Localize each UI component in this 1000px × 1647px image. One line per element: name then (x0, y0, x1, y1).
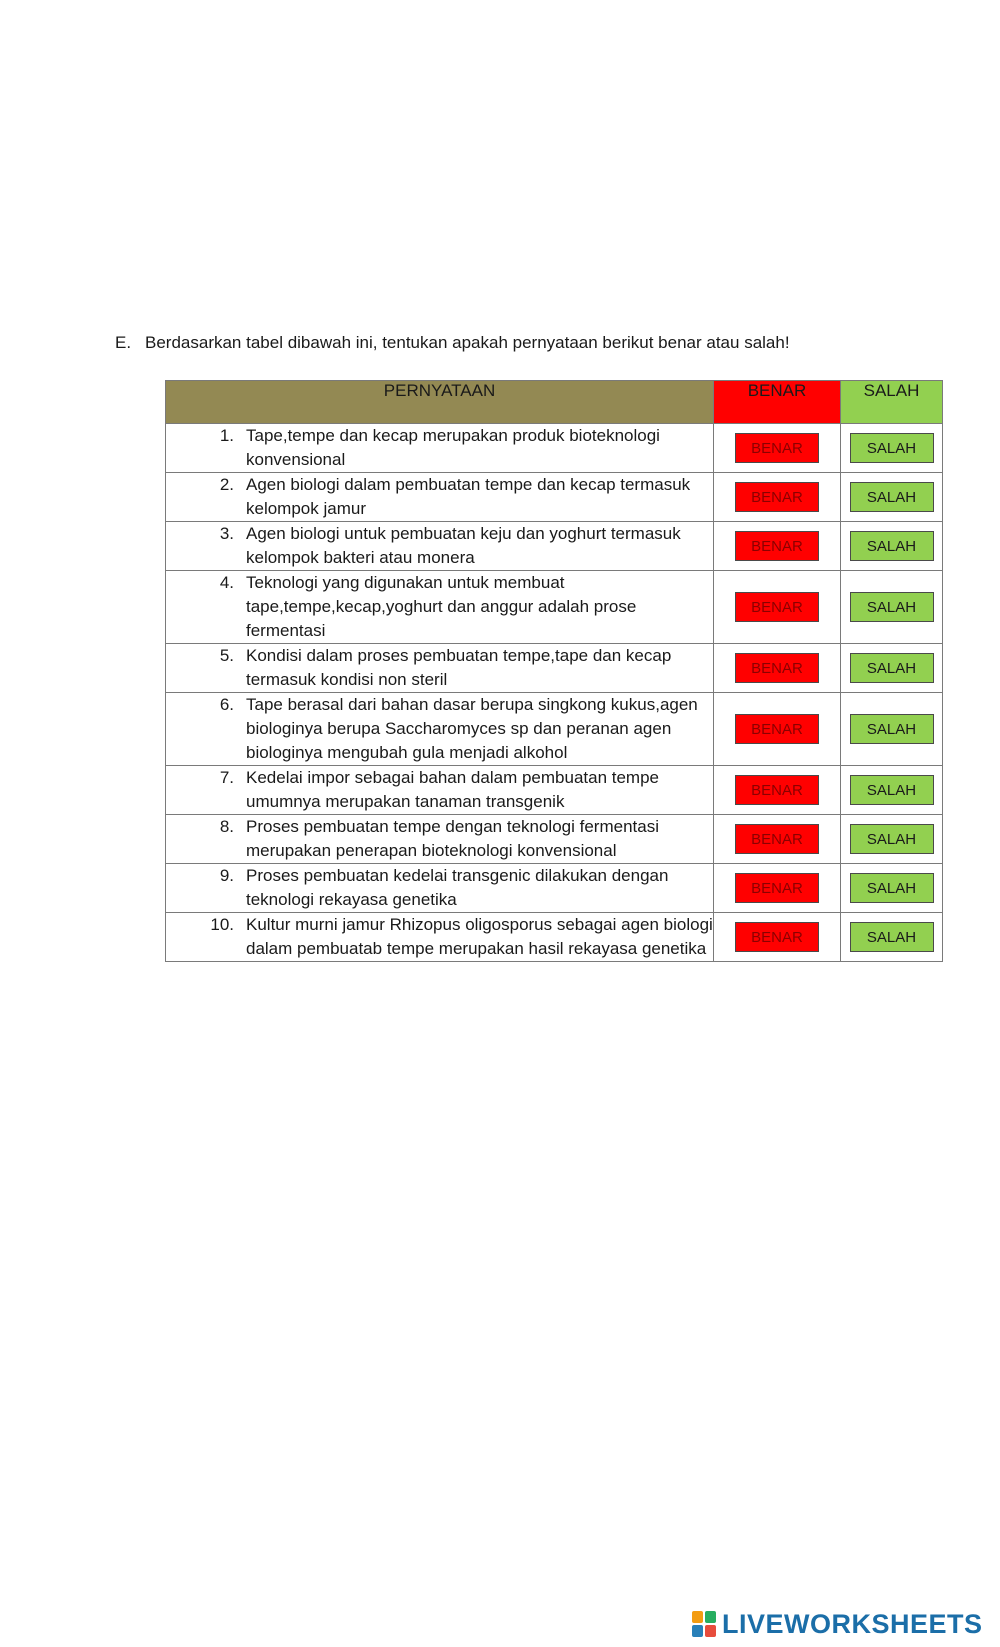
benar-cell (714, 522, 841, 571)
liveworksheets-logo (692, 1608, 983, 1640)
statement-text: Teknologi yang digunakan untuk membuat tape,tempe,kecap,yoghurt dan anggur adalah prose fermentasi (246, 573, 637, 640)
statement-number: 9. (219, 866, 234, 885)
table-row (166, 424, 943, 473)
salah-button[interactable]: SALAH (850, 482, 934, 512)
quiz-body (166, 424, 943, 962)
table-header-row (166, 381, 943, 424)
benar-button[interactable]: BENAR (735, 922, 819, 952)
benar-button[interactable]: BENAR (735, 653, 819, 683)
salah-button[interactable]: SALAH (850, 922, 934, 952)
benar-cell (714, 766, 841, 815)
statement-text: Agen biologi untuk pembuatan keju dan yoghurt termasuk kelompok bakteri atau monera (246, 524, 681, 567)
statement-text: Proses pembuatan kedelai transgenic dilakukan dengan teknologi rekayasa genetika (246, 866, 669, 909)
table-row (166, 864, 943, 913)
instruction-text: Berdasarkan tabel dibawah ini, tentukan apakah pernyataan berikut benar atau salah! (145, 333, 790, 352)
benar-cell (714, 815, 841, 864)
salah-cell (841, 815, 943, 864)
salah-cell (841, 913, 943, 962)
salah-button[interactable]: SALAH (850, 653, 934, 683)
salah-button[interactable]: SALAH (850, 775, 934, 805)
statement-cell (166, 913, 714, 962)
benar-button[interactable]: BENAR (735, 433, 819, 463)
statement-text: Tape berasal dari bahan dasar berupa singkong kukus,agen biologinya berupa Saccharomyces sp dan peranan agen biologinya mengubah gula menjadi alkohol (246, 695, 698, 762)
statement-cell (166, 424, 714, 473)
salah-cell (841, 864, 943, 913)
benar-cell (714, 571, 841, 644)
statement-text: Tape,tempe dan kecap merupakan produk bioteknologi konvensional (246, 426, 660, 469)
table-row (166, 913, 943, 962)
statement-cell (166, 473, 714, 522)
benar-cell (714, 424, 841, 473)
benar-button[interactable]: BENAR (735, 592, 819, 622)
statement-number: 5. (219, 646, 234, 665)
salah-button[interactable]: SALAH (850, 714, 934, 744)
benar-button[interactable]: BENAR (735, 873, 819, 903)
table-row (166, 644, 943, 693)
statement-cell (166, 864, 714, 913)
liveworksheets-logo-icon (692, 1611, 716, 1637)
salah-cell (841, 571, 943, 644)
table-row (166, 815, 943, 864)
header-statement: PERNYATAAN (166, 381, 714, 424)
statement-number: 1. (219, 426, 234, 445)
benar-button[interactable]: BENAR (735, 775, 819, 805)
statement-number: 3. (219, 524, 234, 543)
quiz-table (165, 380, 943, 962)
statement-text: Kondisi dalam proses pembuatan tempe,tape dan kecap termasuk kondisi non steril (246, 646, 672, 689)
salah-cell (841, 473, 943, 522)
salah-cell (841, 693, 943, 766)
salah-button[interactable]: SALAH (850, 531, 934, 561)
logo-text: LIVEWORKSHEETS (722, 1608, 983, 1639)
salah-cell (841, 522, 943, 571)
benar-cell (714, 913, 841, 962)
salah-cell (841, 424, 943, 473)
statement-number: 4. (219, 573, 234, 592)
table-row (166, 473, 943, 522)
salah-button[interactable]: SALAH (850, 592, 934, 622)
benar-button[interactable]: BENAR (735, 824, 819, 854)
statement-text: Proses pembuatan tempe dengan teknologi fermentasi merupakan penerapan bioteknologi konvensional (246, 817, 659, 860)
table-row (166, 693, 943, 766)
salah-button[interactable]: SALAH (850, 433, 934, 463)
table-row (166, 766, 943, 815)
statement-cell (166, 766, 714, 815)
salah-button[interactable]: SALAH (850, 873, 934, 903)
statement-number: 8. (219, 817, 234, 836)
statement-number: 6. (219, 695, 234, 714)
statement-cell (166, 693, 714, 766)
statement-text: Agen biologi dalam pembuatan tempe dan kecap termasuk kelompok jamur (246, 475, 691, 518)
header-benar: BENAR (714, 381, 841, 424)
benar-button[interactable]: BENAR (735, 482, 819, 512)
benar-cell (714, 644, 841, 693)
benar-cell (714, 693, 841, 766)
benar-cell (714, 473, 841, 522)
benar-cell (714, 864, 841, 913)
header-salah: SALAH (841, 381, 943, 424)
statement-cell (166, 522, 714, 571)
instruction-letter: E. (115, 333, 132, 352)
table-row (166, 522, 943, 571)
salah-cell (841, 766, 943, 815)
statement-cell (166, 644, 714, 693)
statement-cell (166, 571, 714, 644)
statement-cell (166, 815, 714, 864)
benar-button[interactable]: BENAR (735, 531, 819, 561)
statement-text: Kultur murni jamur Rhizopus oligosporus sebagai agen biologi dalam pembuatab tempe merupakan hasil rekayasa genetika (246, 915, 713, 958)
statement-number: 7. (219, 768, 234, 787)
salah-cell (841, 644, 943, 693)
benar-button[interactable]: BENAR (735, 714, 819, 744)
statement-number: 2. (219, 475, 234, 494)
statement-number: 10. (210, 915, 234, 934)
statement-text: Kedelai impor sebagai bahan dalam pembuatan tempe umumnya merupakan tanaman transgenik (246, 768, 659, 811)
salah-button[interactable]: SALAH (850, 824, 934, 854)
instruction (115, 333, 790, 353)
table-row (166, 571, 943, 644)
